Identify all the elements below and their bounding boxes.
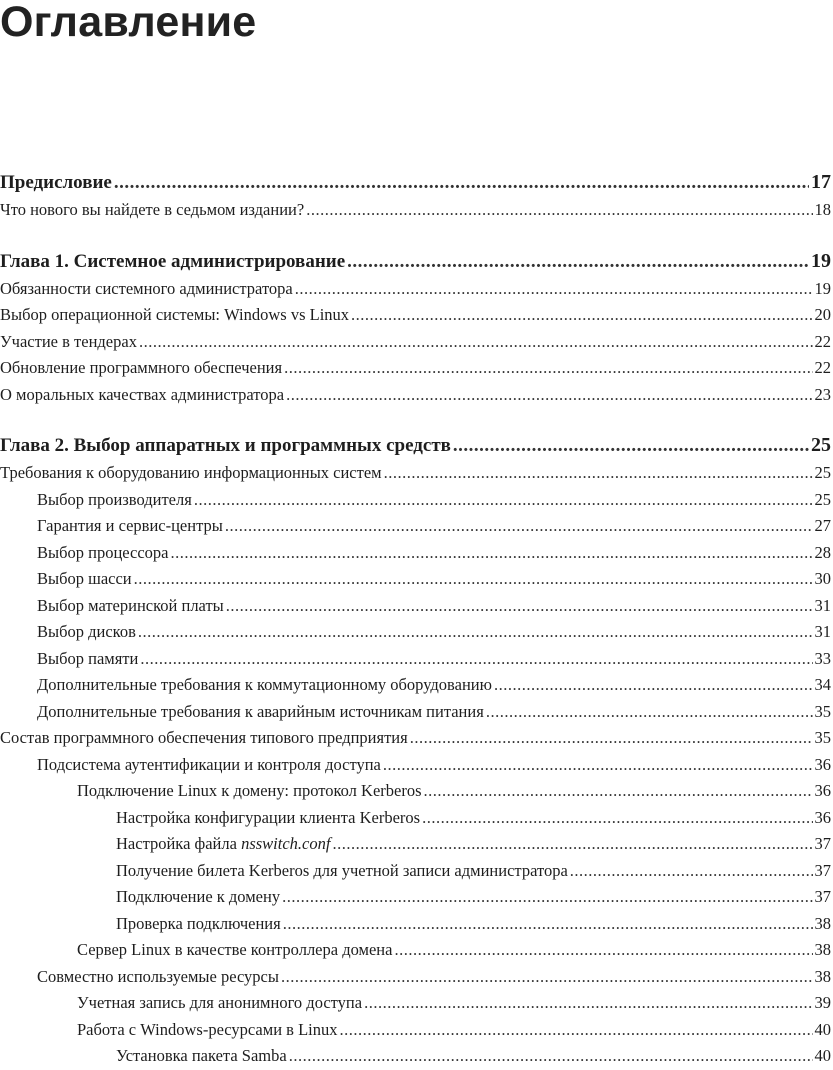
toc-page-number: 38 — [814, 940, 831, 959]
toc-entry-title: Настройка конфигурации клиента Kerberos — [116, 807, 421, 827]
toc-entry[interactable] — [0, 1017, 833, 1044]
toc-page-number: 18 — [814, 200, 831, 219]
toc-entry-title: Гарантия и сервис-центры — [37, 516, 223, 535]
toc-entry-title: Установка пакета Samba — [116, 1046, 287, 1065]
toc-page-number: 38 — [814, 966, 831, 986]
toc-dot-leader — [134, 566, 813, 593]
toc-entry-title-text: Настройка файла — [116, 834, 242, 853]
toc-dot-leader — [139, 329, 813, 356]
toc-page-number: 19 — [811, 249, 831, 272]
toc-entry-title: Дополнительные требования к аварийным источникам питания — [37, 701, 484, 721]
toc-chapter-entry[interactable] — [0, 430, 833, 460]
toc-page-number: 19 — [814, 278, 831, 298]
toc-page-number: 36 — [814, 781, 831, 800]
toc-entry-title: Подключение к домену — [116, 887, 281, 906]
toc-page-number: 34 — [814, 675, 831, 694]
toc-entry-title-filename: nsswitch.conf — [241, 834, 331, 853]
toc-page-number: 40 — [814, 1019, 831, 1039]
toc-entry[interactable] — [0, 197, 833, 224]
toc-entry-title: Совместно используемые ресурсы — [37, 966, 279, 986]
toc-entry[interactable] — [0, 302, 833, 329]
toc-entry[interactable] — [0, 619, 833, 646]
toc-page-number: 25 — [814, 489, 831, 509]
toc-entry[interactable] — [0, 646, 833, 673]
toc-entry-title: Получение билета Kerberos для учетной записи администратора — [116, 860, 568, 880]
toc-dot-leader — [332, 831, 812, 858]
toc-entry-title: Подключение Linux к домену: протокол Kerberos — [77, 781, 422, 800]
toc-page-number: 31 — [814, 595, 831, 615]
toc-page-number: 31 — [814, 622, 831, 641]
toc-dot-leader — [138, 619, 813, 646]
toc-entry-title: Выбор дисков — [37, 622, 136, 641]
toc-entry[interactable] — [0, 460, 833, 487]
toc-entry-title: Выбор производителя — [37, 489, 192, 509]
toc-page-number: 30 — [814, 569, 831, 588]
toc-entry-title: Предисловие — [0, 172, 112, 193]
toc-dot-leader — [283, 911, 813, 938]
toc-entry-title: Обновление программного обеспечения — [0, 358, 283, 377]
page-title: Оглавление — [0, 0, 257, 46]
toc-page-number: 37 — [814, 860, 831, 880]
toc-entry-title: Выбор материнской платы — [37, 595, 224, 615]
toc-dot-leader — [453, 431, 809, 461]
toc-entry[interactable] — [0, 911, 833, 938]
toc-entry[interactable] — [0, 805, 833, 832]
toc-entry[interactable] — [0, 1043, 833, 1070]
toc-entry[interactable] — [0, 937, 833, 964]
toc-entry-title: Состав программного обеспечения типового предприятия — [0, 728, 408, 747]
toc-chapter-entry[interactable] — [0, 246, 833, 276]
toc-entry[interactable] — [0, 725, 833, 752]
toc-page-number: 22 — [814, 358, 831, 377]
toc-dot-leader — [226, 593, 813, 620]
toc-dot-leader — [394, 937, 812, 964]
toc-entry[interactable] — [0, 355, 833, 382]
toc-dot-leader — [170, 540, 812, 567]
toc-entry[interactable] — [0, 382, 833, 409]
toc-dot-leader — [486, 699, 813, 726]
toc-entry[interactable] — [0, 672, 833, 699]
toc-page-number: 27 — [814, 516, 831, 535]
toc-entry[interactable] — [0, 487, 833, 514]
toc-page-number: 25 — [811, 434, 831, 456]
toc-dot-leader — [383, 752, 813, 779]
toc-entry-title: Подсистема аутентификации и контроля доступа — [37, 754, 381, 774]
toc-entry[interactable] — [0, 884, 833, 911]
toc-page-number: 35 — [814, 701, 831, 721]
toc-entry-title: Учетная запись для анонимного доступа — [77, 993, 363, 1012]
toc-entry[interactable] — [0, 778, 833, 805]
toc-dot-leader — [306, 197, 812, 224]
toc-dot-leader — [284, 355, 812, 382]
toc-dot-leader — [282, 884, 812, 911]
toc-page-number: 40 — [814, 1046, 831, 1065]
toc-entry[interactable] — [0, 329, 833, 356]
toc-entry-title — [116, 831, 330, 858]
toc-entry-title: Глава 1. Системное администрирование — [0, 250, 346, 272]
toc-entry-title: Дополнительные требования к коммутационному оборудованию — [37, 675, 492, 694]
toc-dot-leader — [347, 247, 809, 277]
toc-page-number: 36 — [814, 754, 831, 774]
toc-dot-leader — [114, 168, 809, 198]
toc-entry[interactable] — [0, 566, 833, 593]
toc-entry-title: Обязанности системного администратора — [0, 278, 293, 298]
toc-entry-title: Что нового вы найдете в седьмом издании? — [0, 200, 305, 219]
toc-dot-leader — [194, 487, 813, 514]
toc-dot-leader — [422, 805, 812, 832]
toc-page-number: 37 — [814, 887, 831, 906]
toc-dot-leader — [295, 276, 813, 303]
toc-page-number: 35 — [814, 728, 831, 747]
toc-entry-title: Участие в тендерах — [0, 331, 137, 351]
toc-entry-title: Выбор шасси — [37, 569, 132, 588]
toc-dot-leader — [339, 1017, 812, 1044]
toc-dot-leader — [364, 990, 812, 1017]
toc-dot-leader — [384, 460, 813, 487]
toc-entry[interactable] — [0, 540, 833, 567]
toc-entry[interactable] — [0, 752, 833, 779]
toc-entry-title: Глава 2. Выбор аппаратных и программных средств — [0, 435, 451, 456]
toc-entry[interactable] — [0, 831, 833, 858]
toc-page-number: 22 — [814, 331, 831, 351]
toc-entry[interactable] — [0, 858, 833, 885]
toc-dot-leader — [281, 964, 813, 991]
toc-entry[interactable] — [0, 990, 833, 1017]
toc-entry-title: Работа с Windows-ресурсами в Linux — [77, 1019, 338, 1039]
toc-dot-leader — [570, 858, 813, 885]
toc-entry-title: Проверка подключения — [116, 913, 281, 933]
toc-dot-leader — [351, 302, 812, 329]
toc-entry-title: Сервер Linux в качестве контроллера домена — [77, 940, 393, 959]
toc-entry-title: О моральных качествах администратора — [0, 384, 285, 404]
toc-page-number: 37 — [814, 834, 831, 853]
toc-page-number: 39 — [814, 993, 831, 1012]
toc-entry[interactable] — [0, 513, 833, 540]
toc-page-number: 36 — [814, 807, 831, 827]
toc-page-number: 28 — [814, 542, 831, 562]
table-of-contents — [0, 167, 833, 1070]
toc-dot-leader — [289, 1043, 813, 1070]
toc-page-number: 23 — [814, 384, 831, 404]
toc-entry-title: Требования к оборудованию информационных систем — [0, 463, 382, 482]
toc-dot-leader — [140, 646, 812, 673]
toc-entry[interactable] — [0, 699, 833, 726]
toc-dot-leader — [225, 513, 813, 540]
toc-page-number: 17 — [811, 171, 831, 193]
toc-entry-title: Выбор операционной системы: Windows vs Linux — [0, 305, 350, 324]
toc-dot-leader — [286, 382, 812, 409]
toc-dot-leader — [494, 672, 813, 699]
toc-page-number: 20 — [814, 305, 831, 324]
toc-entry[interactable] — [0, 593, 833, 620]
toc-chapter-entry[interactable] — [0, 167, 833, 197]
toc-entry[interactable] — [0, 964, 833, 991]
toc-page-number: 25 — [814, 463, 831, 482]
toc-dot-leader — [424, 778, 813, 805]
toc-page-number: 33 — [814, 648, 831, 668]
toc-dot-leader — [410, 725, 813, 752]
toc-entry[interactable] — [0, 276, 833, 303]
toc-entry-title: Выбор памяти — [37, 648, 139, 668]
toc-page-number: 38 — [814, 913, 831, 933]
toc-entry-title: Выбор процессора — [37, 542, 169, 562]
